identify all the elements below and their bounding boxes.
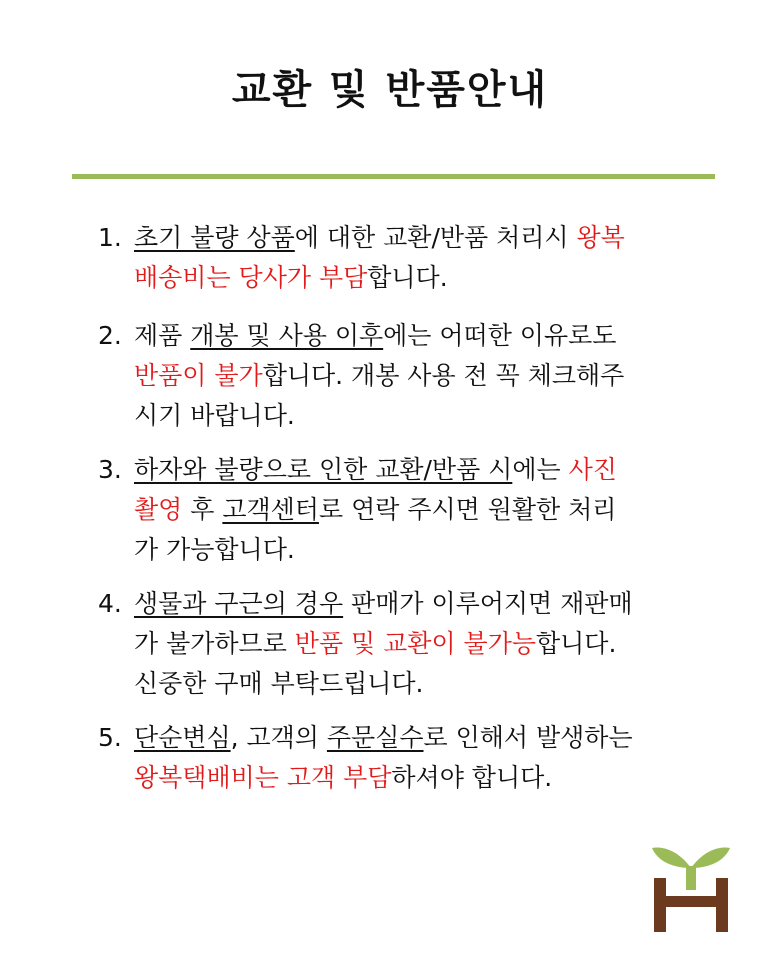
underlined-text: 단순변심 [134, 723, 231, 752]
notice-item-1 [98, 218, 708, 298]
notice-item-4 [98, 584, 708, 704]
text: 제품 [134, 321, 191, 350]
text: 신중한 구매 부탁드립니다. [134, 669, 424, 698]
notice-item-2 [98, 316, 708, 436]
text: 에는 어떠한 이유로도 [383, 321, 617, 350]
item-line [98, 758, 708, 798]
text: , 고객의 [230, 723, 327, 752]
underlined-text: 초기 불량 상품 [134, 223, 295, 252]
text: 시기 바랍니다. [134, 401, 295, 430]
sprout-h-logo-icon [648, 838, 734, 934]
notice-item-3 [98, 450, 708, 570]
text: 가 가능합니다. [134, 535, 295, 564]
text: 가 불가하므로 [134, 629, 295, 658]
highlighted-text: 배송비는 당사가 부담 [134, 263, 368, 292]
item-line [98, 316, 708, 356]
item-number: 1. [98, 223, 122, 252]
text: 합니다. [536, 629, 617, 658]
item-line [98, 584, 708, 624]
text: 로 연락 주시면 원활한 처리 [318, 495, 617, 524]
item-line [98, 530, 708, 570]
underlined-text: 생물과 구근의 경우 [134, 589, 344, 618]
item-line [98, 396, 708, 436]
item-line [98, 664, 708, 704]
item-line [98, 258, 708, 298]
item-number: 3. [98, 455, 122, 484]
highlighted-text: 반품이 불가 [134, 361, 263, 390]
item-number: 4. [98, 589, 122, 618]
text: 합니다. [367, 263, 448, 292]
underlined-text: 고객센터 [222, 495, 319, 524]
text: 합니다. 개봉 사용 전 꼭 체크해주 [262, 361, 625, 390]
text: 후 [182, 495, 223, 524]
item-line [98, 450, 708, 490]
highlighted-text: 왕복 [576, 223, 625, 252]
highlighted-text: 사진 [568, 455, 617, 484]
text: 에 대한 교환/반품 처리시 [294, 223, 577, 252]
item-number: 2. [98, 321, 122, 350]
underlined-text: 하자와 불량으로 인한 교환/반품 시 [134, 455, 513, 484]
text: 로 인해서 발생하는 [423, 723, 633, 752]
text: 에는 [512, 455, 569, 484]
item-line [98, 490, 708, 530]
text: 하셔야 합니다. [391, 763, 553, 792]
item-line [98, 624, 708, 664]
page-title: 교환 및 반품안내 [231, 67, 549, 113]
item-line [98, 718, 708, 758]
item-line [98, 218, 708, 258]
highlighted-text: 반품 및 교환이 불가능 [294, 629, 536, 658]
item-line [98, 356, 708, 396]
item-number: 5. [98, 723, 122, 752]
highlighted-text: 왕복택배비는 고객 부담 [134, 763, 392, 792]
underlined-text: 주문실수 [326, 723, 424, 752]
notice-item-5 [98, 718, 708, 798]
text: 판매가 이루어지면 재판매 [343, 589, 633, 618]
highlighted-text: 촬영 [134, 495, 183, 524]
underlined-text: 개봉 및 사용 이후 [190, 321, 384, 350]
